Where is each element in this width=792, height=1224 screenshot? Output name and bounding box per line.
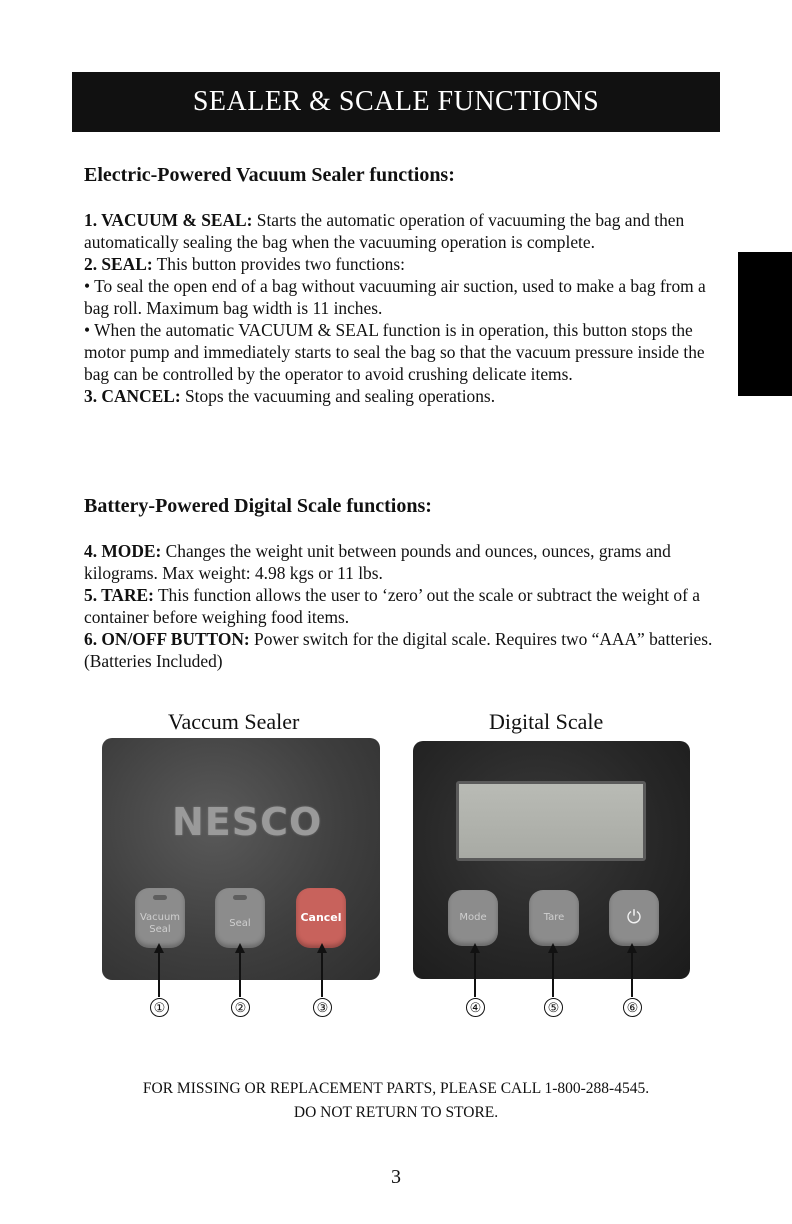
page-number: 3 xyxy=(391,1166,401,1188)
nesco-logo: NESCO xyxy=(172,800,323,844)
sealer-functions-list xyxy=(84,209,729,407)
footer-notice-line-2: DO NOT RETURN TO STORE. xyxy=(293,1104,499,1121)
power-button[interactable] xyxy=(609,890,659,946)
function-item-seal-use-2: • When the automatic VACUUM & SEAL function is in operation, this button stops the motor pump and immediately starts to seal the bag so that the vacuum pressure inside the bag can be controlled by the operator to avoid crushing delicate items. xyxy=(84,320,705,384)
scale-functions-list xyxy=(84,540,729,672)
sealer-section-heading: Electric-Powered Vacuum Sealer functions: xyxy=(84,164,455,186)
mode-button[interactable]: Mode xyxy=(448,890,498,946)
indicator-light xyxy=(233,895,247,900)
function-item-cancel: 3. CANCEL: Stops the vacuuming and sealing operations. xyxy=(84,386,496,406)
callout-line-5 xyxy=(552,950,554,997)
callout-number-3: ③ xyxy=(313,998,332,1017)
function-item-seal-use-1: • To seal the open end of a bag without vacuuming air suction, used to make a bag from a bag roll. Maximum bag width is 11 inches. xyxy=(84,276,706,318)
function-item-on-off: 6. ON/OFF BUTTON: Power switch for the digital scale. Requires two “AAA” batteries. (Batteries Included) xyxy=(84,629,713,671)
section-tab-marker xyxy=(738,252,792,396)
function-item-vacuum-seal: 1. VACUUM & SEAL: Starts the automatic operation of vacuuming the bag and then automatically sealing the bag when the vacuuming operation is complete. xyxy=(84,210,685,252)
scale-section-heading: Battery-Powered Digital Scale functions: xyxy=(84,495,432,517)
function-item-tare: 5. TARE: This function allows the user to ‘zero’ out the scale or subtract the weight of a container before weighing food items. xyxy=(84,585,700,627)
indicator-light xyxy=(153,895,167,900)
power-icon: ⏻ xyxy=(626,907,642,928)
page-header xyxy=(72,72,720,132)
page-title: SEALER & SCALE FUNCTIONS xyxy=(192,86,600,117)
function-item-mode: 4. MODE: Changes the weight unit between pounds and ounces, ounces, grams and kilograms. Max weight: 4.98 kgs or 11 lbs. xyxy=(84,541,671,583)
callout-line-4 xyxy=(474,950,476,997)
lcd-display xyxy=(456,781,646,861)
callout-number-2: ② xyxy=(231,998,250,1017)
callout-line-1 xyxy=(158,950,160,997)
sealer-diagram-label: Vaccum Sealer xyxy=(168,709,300,734)
function-item-seal: 2. SEAL: This button provides two functions: xyxy=(84,254,405,274)
callout-number-5: ⑤ xyxy=(544,998,563,1017)
seal-button[interactable]: Seal xyxy=(215,888,265,948)
footer-notice-line-1: FOR MISSING OR REPLACEMENT PARTS, PLEASE CALL 1-800-288-4545. xyxy=(142,1080,650,1097)
callout-line-2 xyxy=(239,950,241,997)
callout-line-6 xyxy=(631,950,633,997)
tare-button[interactable]: Tare xyxy=(529,890,579,946)
callout-line-3 xyxy=(321,950,323,997)
callout-number-1: ① xyxy=(150,998,169,1017)
scale-diagram-label: Digital Scale xyxy=(489,709,604,734)
callout-number-4: ④ xyxy=(466,998,485,1017)
cancel-button[interactable]: Cancel xyxy=(296,888,346,948)
vacuum-seal-button[interactable]: Vacuum Seal xyxy=(135,888,185,948)
callout-number-6: ⑥ xyxy=(623,998,642,1017)
